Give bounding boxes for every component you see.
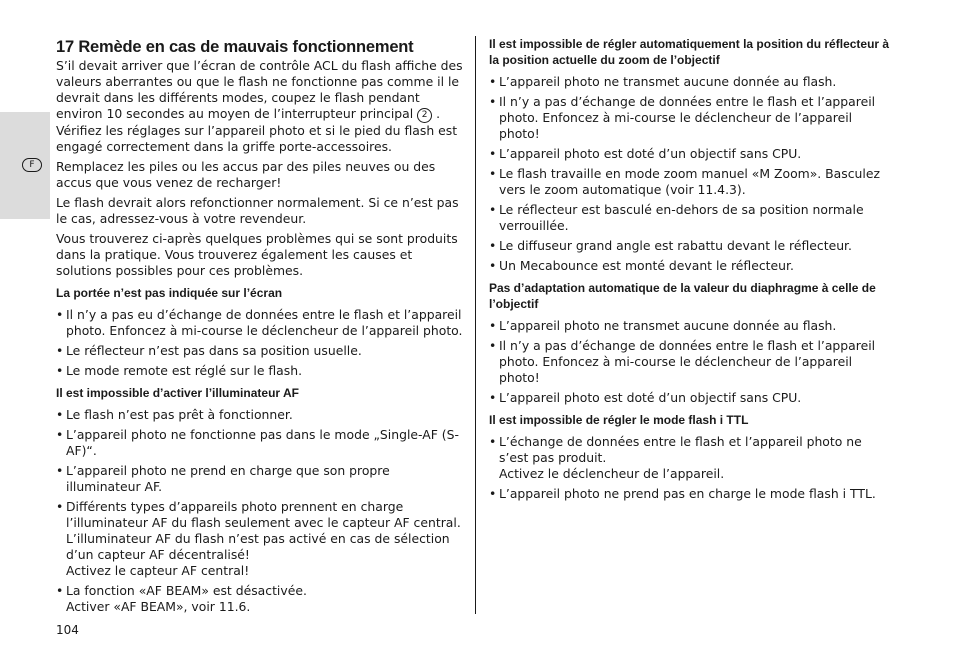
list-item: • L’appareil photo ne prend pas en charge le mode flash i TTL. [489,486,894,502]
list-item: • Le réflecteur n’est pas dans sa position usuelle. [56,343,468,359]
intro-paragraph-1 [56,58,468,155]
list-item: • L’appareil photo ne transmet aucune donnée au flash. [489,318,894,334]
list-item: • L’échange de données entre le flash et l’appareil photo ne s’est pas produit. Activez le déclencheur de l’appareil. [489,434,894,482]
list-item: • Le réflecteur est basculé en-dehors de sa position normale verrouillée. [489,202,894,234]
problem-heading-range: La portée n’est pas indiquée sur l’écran [56,286,283,300]
list-item: • Le flash travaille en mode zoom manuel «M Zoom». Basculez vers le zoom automatique (voir 11.4.3). [489,166,894,198]
list-item: • L’appareil photo ne prend en charge que son propre illuminateur AF. [56,463,468,495]
problem-heading-reflector-zoom: Il est impossible de régler automatiquement la position du réflecteur à la position actuelle du zoom de l’objectif [489,37,890,67]
switch-marker-icon: 2 [417,108,432,123]
list-item: • Différents types d’appareils photo prennent en charge l’illuminateur AF du flash seulement avec le capteur AF central. L’illuminateur AF du flash n’est pas activé en cas de sélection d’un capteur AF décentralisé! Activez le capteur AF central! [56,499,468,579]
intro-text-before-marker: S’il devait arriver que l’écran de contrôle ACL du flash affiche des valeurs aberrantes ou que le flash ne fonctionne pas comme il le devrait dans les différents modes, coupez le flash pendant environ 10 secondes au moyen de l’interrupteur principal [56,58,463,121]
list-item: • Le flash n’est pas prêt à fonctionner. [56,407,468,423]
intro-paragraph-4: Vous trouverez ci-après quelques problèmes qui se sont produits dans la pratique. Vous trouverez également les causes et solutions possibles pour ces problèmes. [56,231,458,278]
intro-paragraph-2: Remplacez les piles ou les accus par des piles neuves ou des accus que vous venez de recharger! [56,159,436,190]
list-item: • L’appareil photo ne fonctionne pas dans le mode „Single-AF (S-AF)“. [56,427,468,459]
intro-paragraph-3: Le flash devrait alors refonctionner normalement. Si ce n’est pas le cas, adressez-vous à votre revendeur. [56,195,459,226]
column-divider [475,36,476,614]
problem-heading-ittl: Il est impossible de régler le mode flash i TTL [489,413,749,427]
page-number: 104 [56,623,79,637]
language-badge: F [22,158,42,172]
list-item: • L’appareil photo est doté d’un objectif sans CPU. [489,146,894,162]
problem-list-ittl [489,434,894,502]
list-item: • L’appareil photo est doté d’un objectif sans CPU. [489,390,894,406]
right-column [489,36,894,506]
problem-list-af-illuminator [56,407,468,615]
list-item: • La fonction «AF BEAM» est désactivée. Activer «AF BEAM», voir 11.6. [56,583,468,615]
section-title: 17 Remède en cas de mauvais fonctionnement [56,38,414,56]
list-item: • Le mode remote est réglé sur le flash. [56,363,468,379]
list-item: • L’appareil photo ne transmet aucune donnée au flash. [489,74,894,90]
list-item: • Il n’y a pas d’échange de données entre le flash et l’appareil photo. Enfoncez à mi-course le déclencheur de l’appareil photo! [489,94,894,142]
problem-list-range [56,307,468,379]
intro-text-after-marker: . Vérifiez les réglages sur l’appareil photo et si le pied du flash est engagé correctement dans la griffe porte-accessoires. [56,106,458,154]
list-item: • Le diffuseur grand angle est rabattu devant le réflecteur. [489,238,894,254]
list-item: • Il n’y a pas eu d’échange de données entre le flash et l’appareil photo. Enfoncez à mi-course le déclencheur de l’appareil photo. [56,307,468,339]
list-item: • Il n’y a pas d’échange de données entre le flash et l’appareil photo. Enfoncez à mi-course le déclencheur de l’appareil photo! [489,338,894,386]
problem-list-aperture [489,318,894,406]
problem-list-reflector-zoom [489,74,894,274]
problem-heading-af-illuminator: Il est impossible d’activer l’illuminateur AF [56,386,299,400]
left-column [56,38,468,619]
problem-heading-aperture: Pas d’adaptation automatique de la valeur du diaphragme à celle de l’objectif [489,281,876,311]
list-item: • Un Mecabounce est monté devant le réflecteur. [489,258,894,274]
